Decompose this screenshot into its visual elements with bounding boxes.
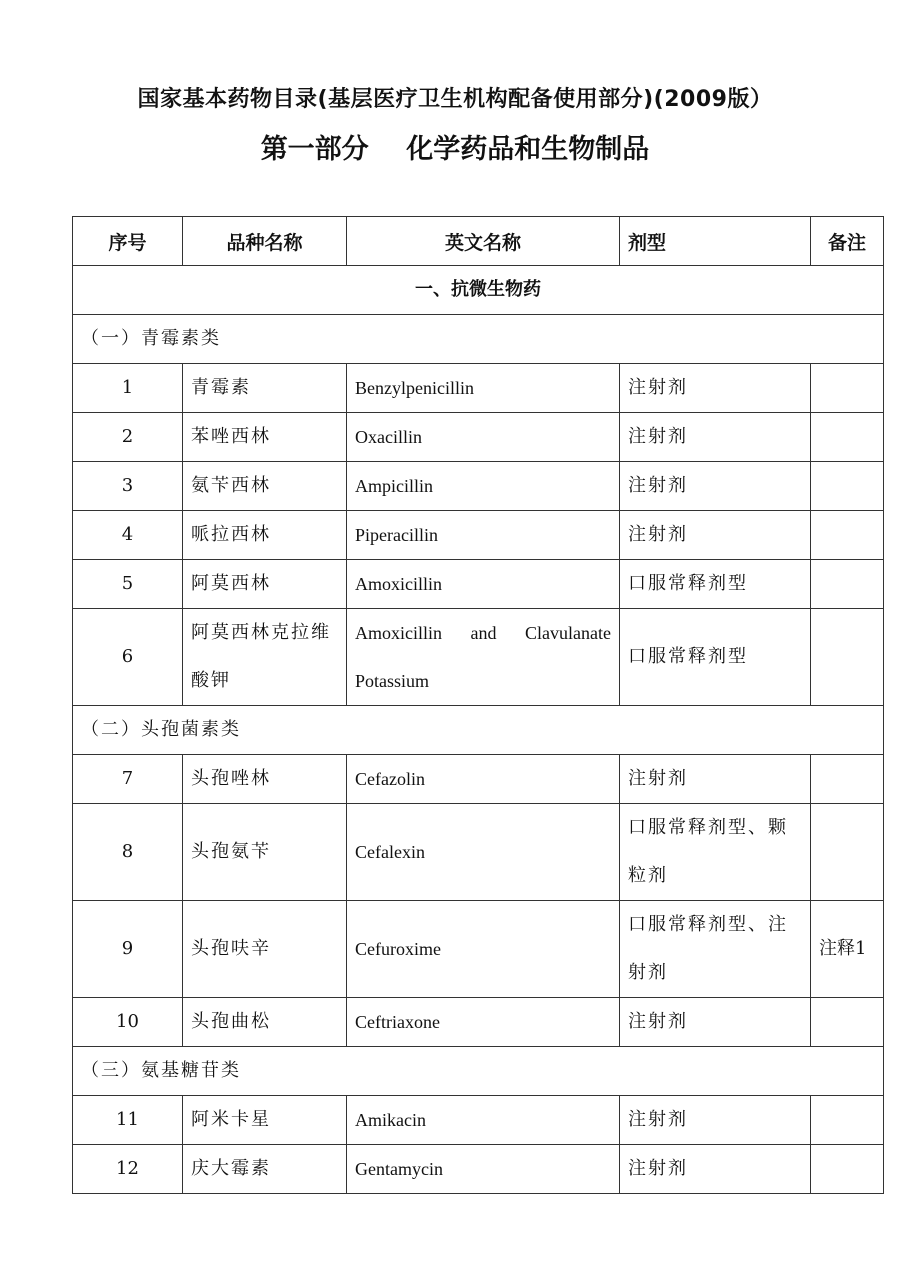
drug-name-cn: 头孢呋辛 — [183, 901, 347, 998]
drug-name-en: Amoxicillin and Clavulanate Potassium — [347, 609, 620, 706]
table-row — [73, 511, 884, 560]
drug-name-en: Benzylpenicillin — [347, 364, 620, 413]
drug-name-cn: 哌拉西林 — [183, 511, 347, 560]
row-number: 7 — [73, 755, 183, 804]
dosage-form: 注射剂 — [620, 1145, 811, 1194]
drug-name-en: Amoxicillin — [347, 560, 620, 609]
table-row — [73, 998, 884, 1047]
category-label: 一、抗微生物药 — [73, 266, 884, 315]
dosage-form: 口服常释剂型、注射剂 — [620, 901, 811, 998]
dosage-form: 注射剂 — [620, 755, 811, 804]
drug-name-cn: 苯唑西林 — [183, 413, 347, 462]
note: 注释1 — [811, 901, 884, 998]
note — [811, 1145, 884, 1194]
table-row — [73, 462, 884, 511]
note — [811, 755, 884, 804]
drug-name-cn: 头孢曲松 — [183, 998, 347, 1047]
table-row — [73, 413, 884, 462]
row-number: 6 — [73, 609, 183, 706]
group-row — [73, 315, 884, 364]
column-header: 品种名称 — [183, 217, 347, 266]
note — [811, 998, 884, 1047]
dosage-form: 注射剂 — [620, 511, 811, 560]
drug-name-en: Piperacillin — [347, 511, 620, 560]
group-label: （一）青霉素类 — [73, 315, 884, 364]
table-row — [73, 609, 884, 706]
note — [811, 462, 884, 511]
group-label: （三）氨基糖苷类 — [73, 1047, 884, 1096]
drug-name-cn: 头孢唑林 — [183, 755, 347, 804]
drug-name-cn: 阿莫西林 — [183, 560, 347, 609]
row-number: 11 — [73, 1096, 183, 1145]
dosage-form: 注射剂 — [620, 364, 811, 413]
group-row — [73, 706, 884, 755]
dosage-form: 注射剂 — [620, 462, 811, 511]
drug-table — [72, 216, 884, 1194]
row-number: 9 — [73, 901, 183, 998]
table-header-row — [73, 217, 884, 266]
table-row — [73, 804, 884, 901]
dosage-form: 注射剂 — [620, 1096, 811, 1145]
part-title: 第一部分 化学药品和生物制品 — [260, 134, 650, 165]
column-header: 剂型 — [620, 217, 811, 266]
column-header: 备注 — [811, 217, 884, 266]
row-number: 1 — [73, 364, 183, 413]
table-row — [73, 1096, 884, 1145]
note — [811, 364, 884, 413]
drug-name-cn: 青霉素 — [183, 364, 347, 413]
note — [811, 413, 884, 462]
row-number: 5 — [73, 560, 183, 609]
table-row — [73, 560, 884, 609]
drug-name-en: Oxacillin — [347, 413, 620, 462]
document-title: 国家基本药物目录(基层医疗卫生机构配备使用部分)(2009版） — [137, 87, 773, 112]
category-row — [73, 266, 884, 315]
group-row — [73, 1047, 884, 1096]
note — [811, 1096, 884, 1145]
note — [811, 511, 884, 560]
column-header: 序号 — [73, 217, 183, 266]
table-row — [73, 364, 884, 413]
row-number: 12 — [73, 1145, 183, 1194]
row-number: 8 — [73, 804, 183, 901]
drug-name-en: Ampicillin — [347, 462, 620, 511]
drug-name-cn: 阿莫西林克拉维酸钾 — [183, 609, 347, 706]
drug-name-cn: 庆大霉素 — [183, 1145, 347, 1194]
group-label: （二）头孢菌素类 — [73, 706, 884, 755]
column-header: 英文名称 — [347, 217, 620, 266]
drug-name-en: Gentamycin — [347, 1145, 620, 1194]
dosage-form: 口服常释剂型 — [620, 560, 811, 609]
row-number: 2 — [73, 413, 183, 462]
row-number: 3 — [73, 462, 183, 511]
note — [811, 804, 884, 901]
drug-name-cn: 头孢氨苄 — [183, 804, 347, 901]
table-row — [73, 901, 884, 998]
drug-name-en: Cefalexin — [347, 804, 620, 901]
row-number: 4 — [73, 511, 183, 560]
table-row — [73, 755, 884, 804]
dosage-form: 口服常释剂型、颗粒剂 — [620, 804, 811, 901]
dosage-form: 注射剂 — [620, 413, 811, 462]
drug-name-en: Amikacin — [347, 1096, 620, 1145]
drug-name-en: Ceftriaxone — [347, 998, 620, 1047]
row-number: 10 — [73, 998, 183, 1047]
dosage-form: 注射剂 — [620, 998, 811, 1047]
dosage-form: 口服常释剂型 — [620, 609, 811, 706]
note — [811, 609, 884, 706]
note — [811, 560, 884, 609]
drug-name-en: Cefuroxime — [347, 901, 620, 998]
table-row — [73, 1145, 884, 1194]
drug-name-en: Cefazolin — [347, 755, 620, 804]
drug-name-cn: 阿米卡星 — [183, 1096, 347, 1145]
drug-name-cn: 氨苄西林 — [183, 462, 347, 511]
